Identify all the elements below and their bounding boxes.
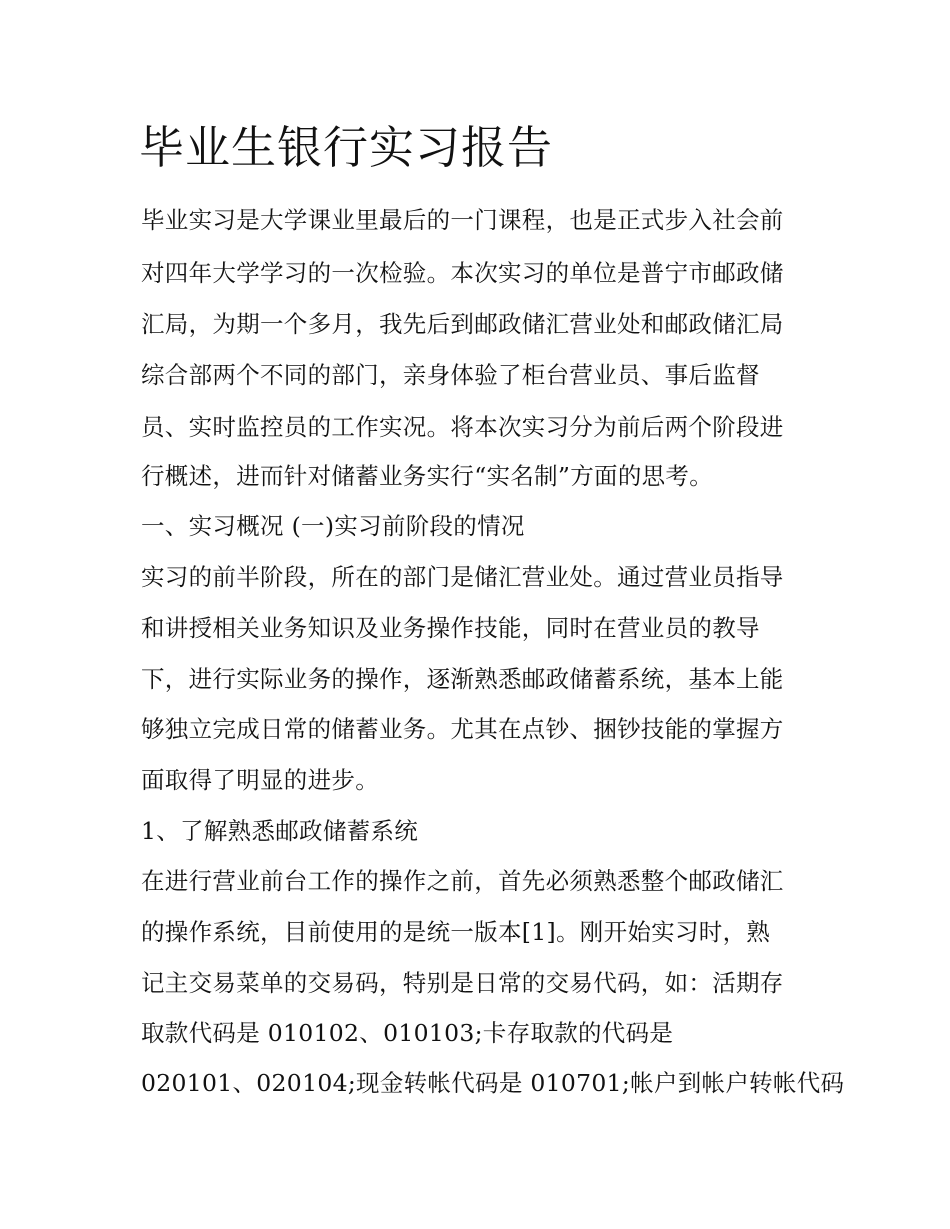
paragraph-line: 综合部两个不同的部门，亲身体验了柜台营业员、事后监督 xyxy=(141,361,760,389)
section-heading: 一、实习概况 (一)实习前阶段的情况 xyxy=(141,512,525,540)
paragraph-line: 对四年大学学习的一次检验。本次实习的单位是普宁市邮政储 xyxy=(141,259,784,287)
paragraph-line: 下，进行实际业务的操作，逐渐熟悉邮政储蓄系统，基本上能 xyxy=(141,665,784,693)
paragraph-line: 员、实时监控员的工作实况。将本次实习分为前后两个阶段进 xyxy=(141,413,784,441)
paragraph-line: 和讲授相关业务知识及业务操作技能，同时在营业员的教导 xyxy=(141,614,760,642)
paragraph-line: 020101、020104;现金转帐代码是 010701;帐户到帐户转帐代码 xyxy=(141,1069,845,1097)
paragraph-line: 实习的前半阶段，所在的部门是储汇营业处。通过营业员指导 xyxy=(141,563,784,591)
paragraph-line: 在进行营业前台工作的操作之前，首先必须熟悉整个邮政储汇 xyxy=(141,867,784,895)
document-title: 毕业生银行实习报告 xyxy=(139,121,554,174)
paragraph-line: 行概述，进而针对储蓄业务实行“实名制”方面的思考。 xyxy=(141,462,714,490)
paragraph-line: 记主交易菜单的交易码，特别是日常的交易代码，如：活期存 xyxy=(141,969,784,997)
paragraph-line: 面取得了明显的进步。 xyxy=(141,766,379,794)
paragraph-line: 取款代码是 010102、010103;卡存取款的代码是 xyxy=(141,1019,674,1047)
paragraph-line: 够独立完成日常的储蓄业务。尤其在点钞、捆钞技能的掌握方 xyxy=(141,715,784,743)
subsection-heading: 1、了解熟悉邮政储蓄系统 xyxy=(141,817,419,845)
paragraph-line: 毕业实习是大学课业里最后的一门课程，也是正式步入社会前 xyxy=(141,206,784,234)
paragraph-line: 的操作系统，目前使用的是统一版本[1]。刚开始实习时，熟 xyxy=(141,918,771,946)
paragraph-line: 汇局，为期一个多月，我先后到邮政储汇营业处和邮政储汇局 xyxy=(141,310,784,338)
